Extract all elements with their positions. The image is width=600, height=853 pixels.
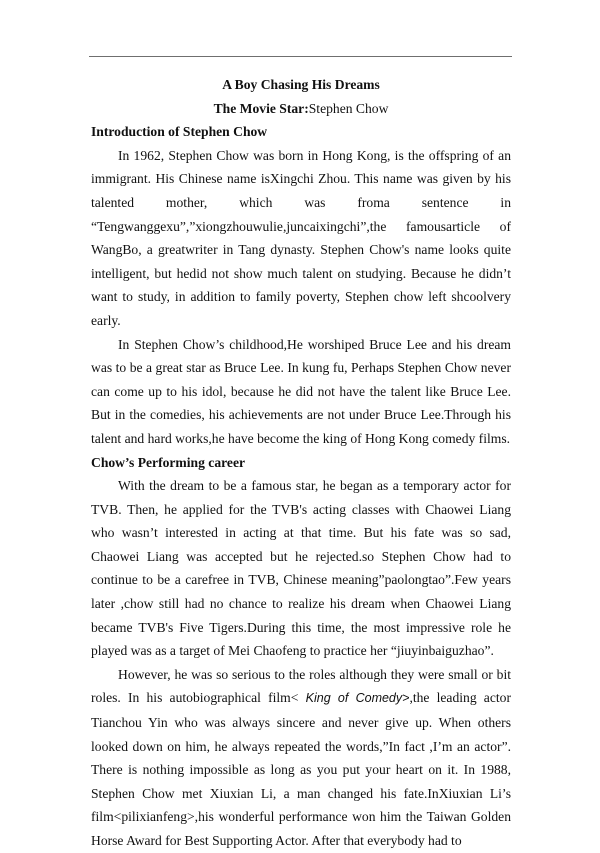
subtitle-label: The Movie Star: [213,100,309,116]
paragraph: In 1962, Stephen Chow was born in Hong Kong, is the offspring of an immigrant. His Chinese name isXingchi Zhou. This name was given by his talented mother, which was froma sentence in “Tengwanggexu”,”xiongzhouwulie,juncaixingchi”,the famousarticle of WangBo, a greatwriter in Tang dynasty. Stephen Chow's name looks quite intelligent, but hedid not show much talent on studying. Because he didn’t want to study, in addition to family poverty, Stephen chow left shcoolvery early. [91,147,511,328]
header-rule [89,56,512,57]
section-heading-introduction: Introduction of Stephen Chow [91,124,268,140]
paragraph [91,663,511,853]
section-heading-performing-career: Chow’s Performing career [91,454,246,470]
document-body [91,73,511,853]
document-subtitle [91,97,511,121]
paragraph-text: ,the leading actor Tianchou Yin who was always sincere and never give up. When others looked down on him, he always repeated the words,”In fact ,I’m an actor”. There is nothing impossible as long as you put your heart on it. In 1988, Stephen Chow met Xiuxian Li, a man changed his fate.InXiuxian Li’s film<pilixianfeng>,his wonderful performance won him the Taiwan Golden Horse Award for Best Supporting Actor. After that everybody had to [91,690,511,848]
paragraph-text: However, he was so serious to the roles although they were small or bit roles. In his autobiographical film< [91,666,511,706]
paragraph: In Stephen Chow’s childhood,He worshiped Bruce Lee and his dream was to be a great star as Bruce Lee. In kung fu, Perhaps Stephen Chow never can come up to his idol, because he did not have the talent like Bruce Lee. But in the comedies, his achievements are not under Bruce Lee.Through his talent and hard works,he have become the king of Hong Kong comedy films. [91,336,511,446]
subtitle-value: Stephen Chow [308,100,389,116]
paragraph: With the dream to be a famous star, he began as a temporary actor for TVB. Then, he applied for the TVB's acting classes with Chaowei Liang who wasn’t interested in acting at that time. But his fate was so sad, Chaowei Liang was accepted but he rejected.so Stephen Chow had to continue to be a carefree in TVB, Chinese meaning”paolongtao”.Few years later ,chow still had no chance to realize his dream when Chaowei Liang became TVB's Five Tigers.During this time, the most impressive role he played was as a target of Mei Chaofeng to practice her “jiuyinbaiguzhao”. [91,478,511,659]
document-title: A Boy Chasing His Dreams [222,77,380,92]
film-title: King of Comedy> [298,691,410,706]
